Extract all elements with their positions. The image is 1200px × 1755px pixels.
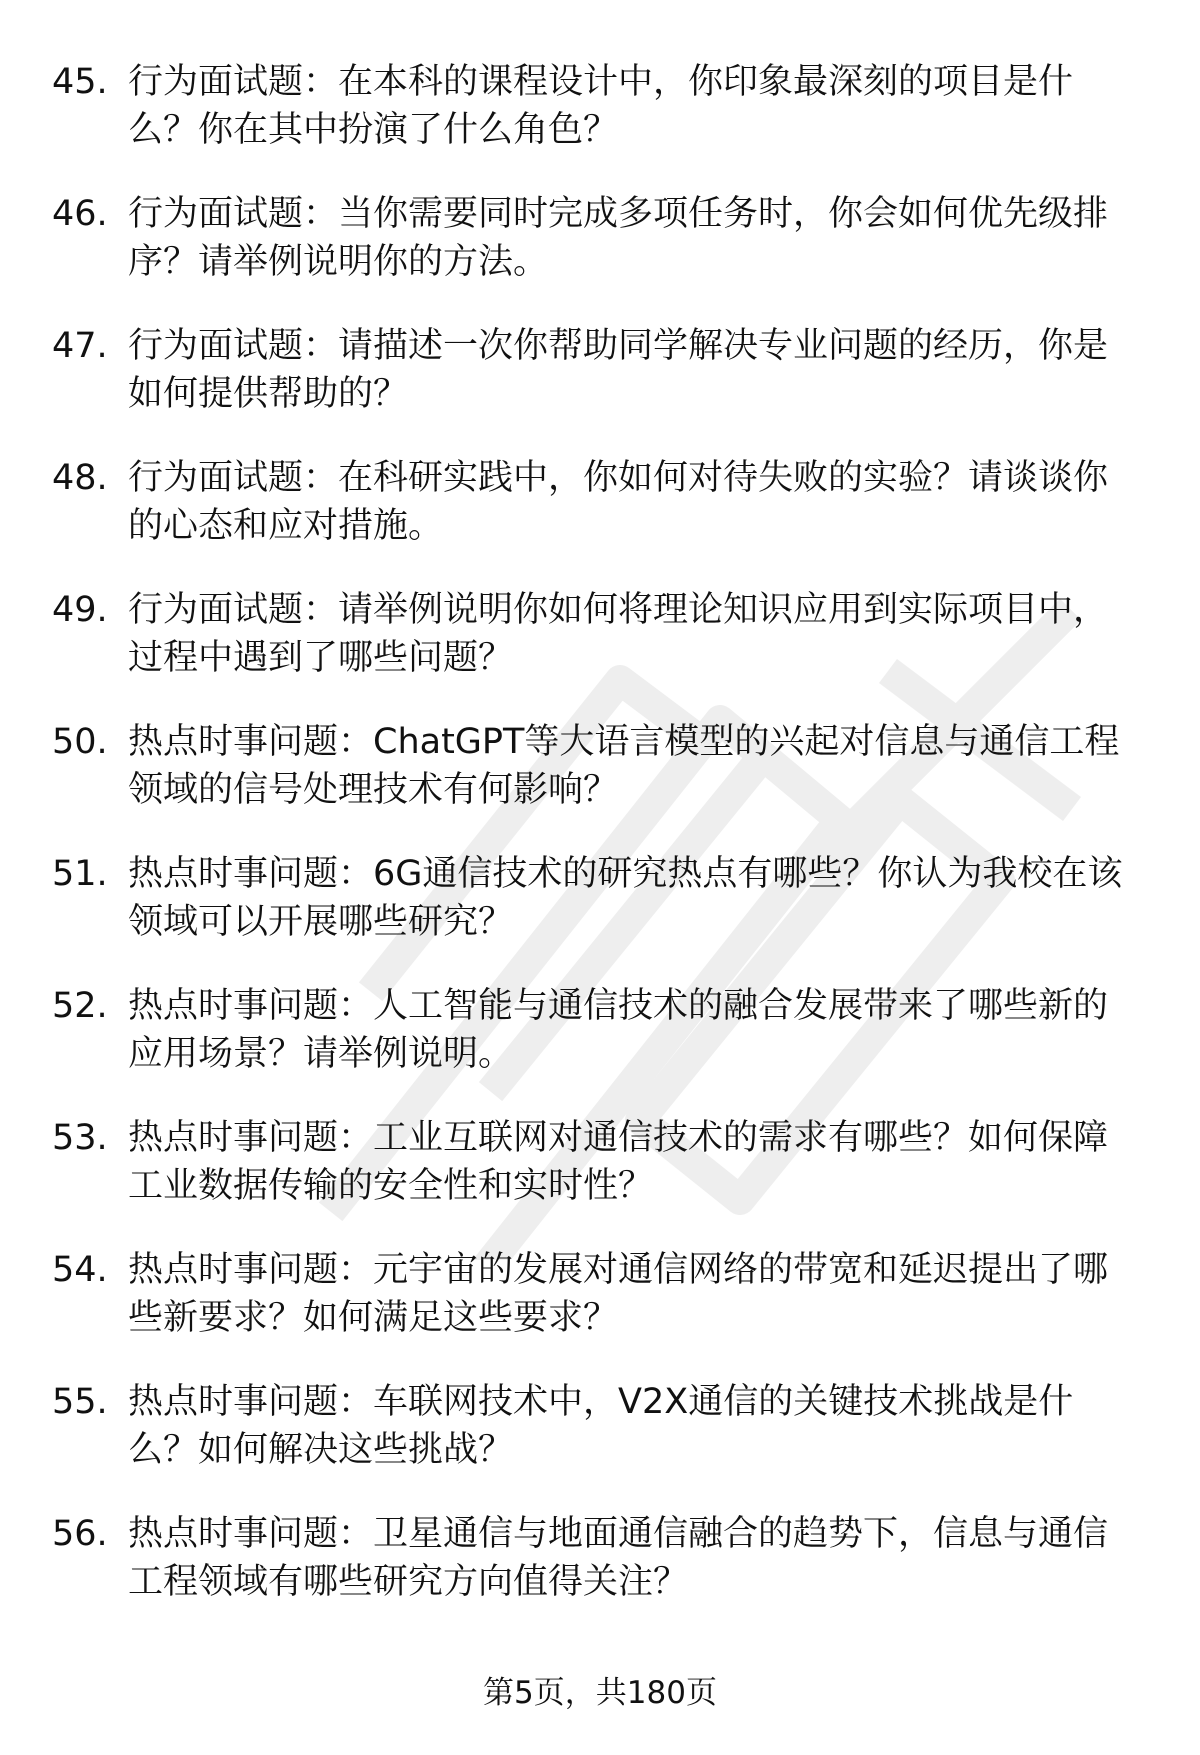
question-number: 46.: [52, 194, 108, 234]
question-number: 45.: [52, 62, 108, 102]
question-item-45: [52, 58, 1152, 190]
question-text: 行为面试题：当你需要同时完成多项任务时，你会如何优先级排序？请举例说明你的方法。: [128, 194, 1109, 282]
question-item-53: [52, 1114, 1152, 1246]
question-number: 55.: [52, 1382, 108, 1422]
question-item-54: [52, 1246, 1152, 1378]
question-item-46: [52, 190, 1152, 322]
question-item-50: [52, 718, 1152, 850]
question-number: 51.: [52, 854, 108, 894]
question-item-55: [52, 1378, 1152, 1510]
question-number: 48.: [52, 458, 108, 498]
question-item-47: [52, 322, 1152, 454]
question-number: 47.: [52, 326, 108, 366]
question-item-51: [52, 850, 1152, 982]
question-number: 54.: [52, 1250, 108, 1290]
question-text: 行为面试题：请举例说明你如何将理论知识应用到实际项目中，过程中遇到了哪些问题？: [128, 590, 1109, 678]
question-text: 热点时事问题：车联网技术中，V2X通信的关键技术挑战是什么？如何解决这些挑战？: [128, 1382, 1074, 1470]
question-text: 行为面试题：在本科的课程设计中，你印象最深刻的项目是什么？你在其中扮演了什么角色？: [128, 62, 1074, 150]
question-item-56: [52, 1510, 1152, 1642]
question-text: 热点时事问题：ChatGPT等大语言模型的兴起对信息与通信工程领域的信号处理技术有何影响？: [128, 722, 1120, 810]
question-text: 热点时事问题：人工智能与通信技术的融合发展带来了哪些新的应用场景？请举例说明。: [128, 986, 1109, 1074]
question-text: 热点时事问题：工业互联网对通信技术的需求有哪些？如何保障工业数据传输的安全性和实时性？: [128, 1118, 1109, 1206]
question-text: 行为面试题：请描述一次你帮助同学解决专业问题的经历，你是如何提供帮助的？: [128, 326, 1109, 414]
question-text: 热点时事问题：6G通信技术的研究热点有哪些？你认为我校在该领域可以开展哪些研究？: [128, 854, 1123, 942]
question-text: 热点时事问题：元宇宙的发展对通信网络的带宽和延迟提出了哪些新要求？如何满足这些要求？: [128, 1250, 1109, 1338]
question-number: 56.: [52, 1514, 108, 1554]
question-number: 52.: [52, 986, 108, 1026]
page-number-label: 第5页，共180页: [483, 1675, 717, 1711]
question-text: 行为面试题：在科研实践中，你如何对待失败的实验？请谈谈你的心态和应对措施。: [128, 458, 1109, 546]
question-text: 热点时事问题：卫星通信与地面通信融合的趋势下，信息与通信工程领域有哪些研究方向值得关注？: [128, 1514, 1109, 1602]
question-item-49: [52, 586, 1152, 718]
question-number: 49.: [52, 590, 108, 630]
question-list: [52, 58, 1152, 1642]
question-number: 50.: [52, 722, 108, 762]
page-footer: [0, 1673, 1200, 1713]
question-number: 53.: [52, 1118, 108, 1158]
question-item-52: [52, 982, 1152, 1114]
question-item-48: [52, 454, 1152, 586]
